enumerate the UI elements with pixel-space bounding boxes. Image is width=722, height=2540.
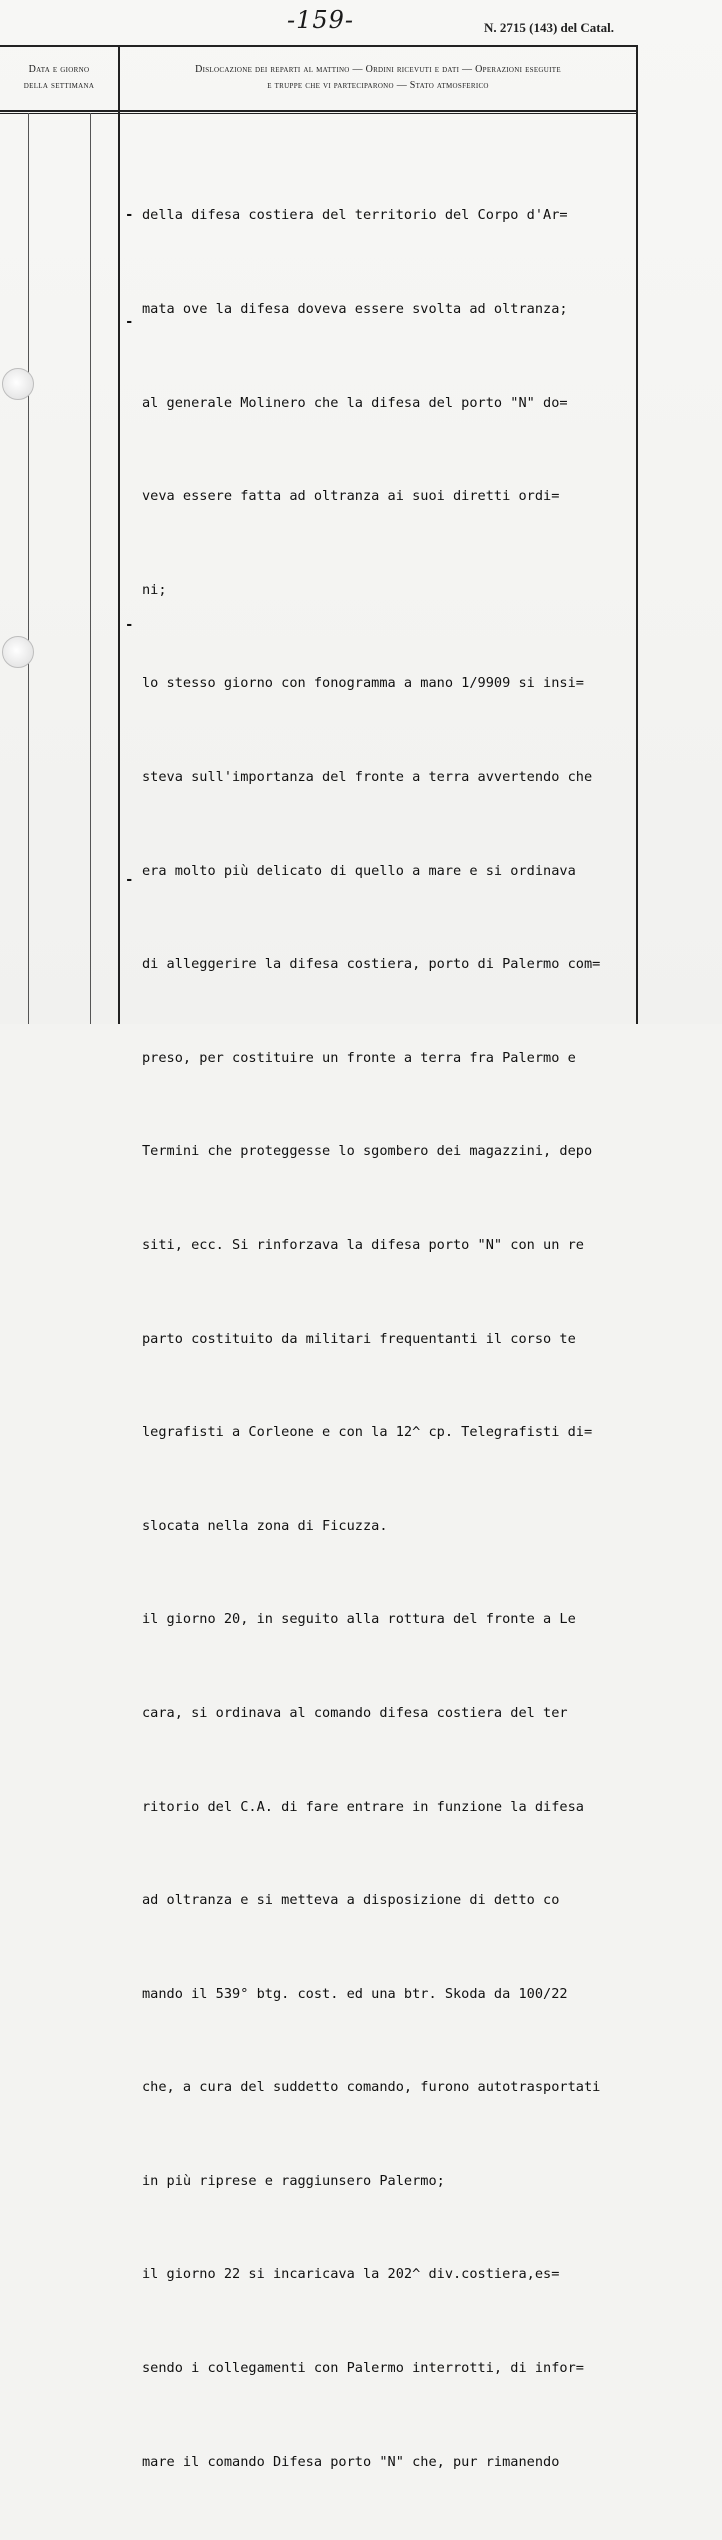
- text-line: in più riprese e raggiunsero Palermo;: [142, 2172, 445, 2189]
- text-line: al generale Molinero che la difesa del porto "N" do=: [142, 394, 568, 411]
- left-column-header: [0, 62, 118, 94]
- bullet-marker: -: [125, 617, 134, 633]
- text-line: ad oltranza e si metteva a disposizione di detto co: [142, 1892, 560, 1909]
- left-subcolumn-line-2: [90, 113, 91, 1024]
- right-column-header: [122, 62, 634, 94]
- text-line: ni;: [142, 581, 167, 598]
- header-bottom-rule: [0, 110, 637, 112]
- punch-hole-top: [2, 368, 34, 400]
- text-line: mare il comando Difesa porto "N" che, pur rimanendo: [142, 2453, 560, 2470]
- right-header-line1: Dislocazione dei reparti al mattino — Ordini ricevuti e dati — Operazioni eseguite: [195, 64, 561, 75]
- bullet-marker: -: [125, 207, 134, 223]
- right-header-line2: e truppe che vi parteciparono — Stato atmosferico: [267, 80, 489, 91]
- text-line: il giorno 20, in seguito alla rottura del fronte a Le: [142, 1611, 576, 1628]
- text-line: che, a cura del suddetto comando, furono autotrasportati: [142, 2079, 601, 2096]
- text-line: di alleggerire la difesa costiera, porto di Palermo com=: [142, 956, 601, 973]
- text-line: parto costituito da militari frequentanti il corso te: [142, 1330, 576, 1347]
- text-line: cara, si ordinava al comando difesa costiera del ter: [142, 1704, 568, 1721]
- text-line: lo stesso giorno con fonogramma a mano 1/9909 si insi=: [142, 675, 584, 692]
- text-line: preso, per costituire un fronte a terra fra Palermo e: [142, 1049, 576, 1066]
- typed-text-block: [142, 138, 672, 2540]
- text-line: era molto più delicato di quello a mare e si ordinava: [142, 862, 576, 879]
- bullet-marker: -: [125, 872, 134, 888]
- text-line: mata ove la difesa doveva essere svolta ad oltranza;: [142, 301, 568, 317]
- text-line: della difesa costiera del territorio del Corpo d'Ar=: [142, 207, 568, 224]
- left-subcolumn-line: [28, 113, 29, 1024]
- text-line: Termini che proteggesse lo sgombero dei magazzini, depo: [142, 1143, 593, 1160]
- punch-hole-bottom: [2, 636, 34, 668]
- text-line: ritorio del C.A. di fare entrare in funzione la difesa: [142, 1798, 584, 1815]
- text-line: siti, ecc. Si rinforzava la difesa porto "N" con un re: [142, 1236, 584, 1253]
- header-bottom-rule-2: [0, 113, 637, 114]
- table-top-rule: [0, 45, 637, 47]
- handwritten-page-number: -159-: [287, 6, 355, 34]
- text-line: mando il 539° btg. cost. ed una btr. Skoda da 100/22: [142, 1985, 568, 2002]
- text-line: steva sull'importanza del fronte a terra avvertendo che: [142, 768, 593, 785]
- bullet-marker: -: [125, 314, 134, 330]
- column-divider: [118, 45, 120, 1024]
- catalog-number: N. 2715 (143) del Catal.: [484, 20, 614, 35]
- text-line: il giorno 22 si incaricava la 202^ div.costiera,es=: [142, 2266, 560, 2283]
- left-header-line1: Data e giorno: [28, 64, 90, 75]
- left-header-line2: della settimana: [23, 80, 95, 91]
- text-line: sendo i collegamenti con Palermo interrotti, di infor=: [142, 2360, 584, 2377]
- text-line: legrafisti a Corleone e con la 12^ cp. Telegrafisti di=: [142, 1424, 593, 1441]
- text-line: slocata nella zona di Ficuzza.: [142, 1517, 388, 1534]
- text-line: veva essere fatta ad oltranza ai suoi diretti ordi=: [142, 488, 560, 505]
